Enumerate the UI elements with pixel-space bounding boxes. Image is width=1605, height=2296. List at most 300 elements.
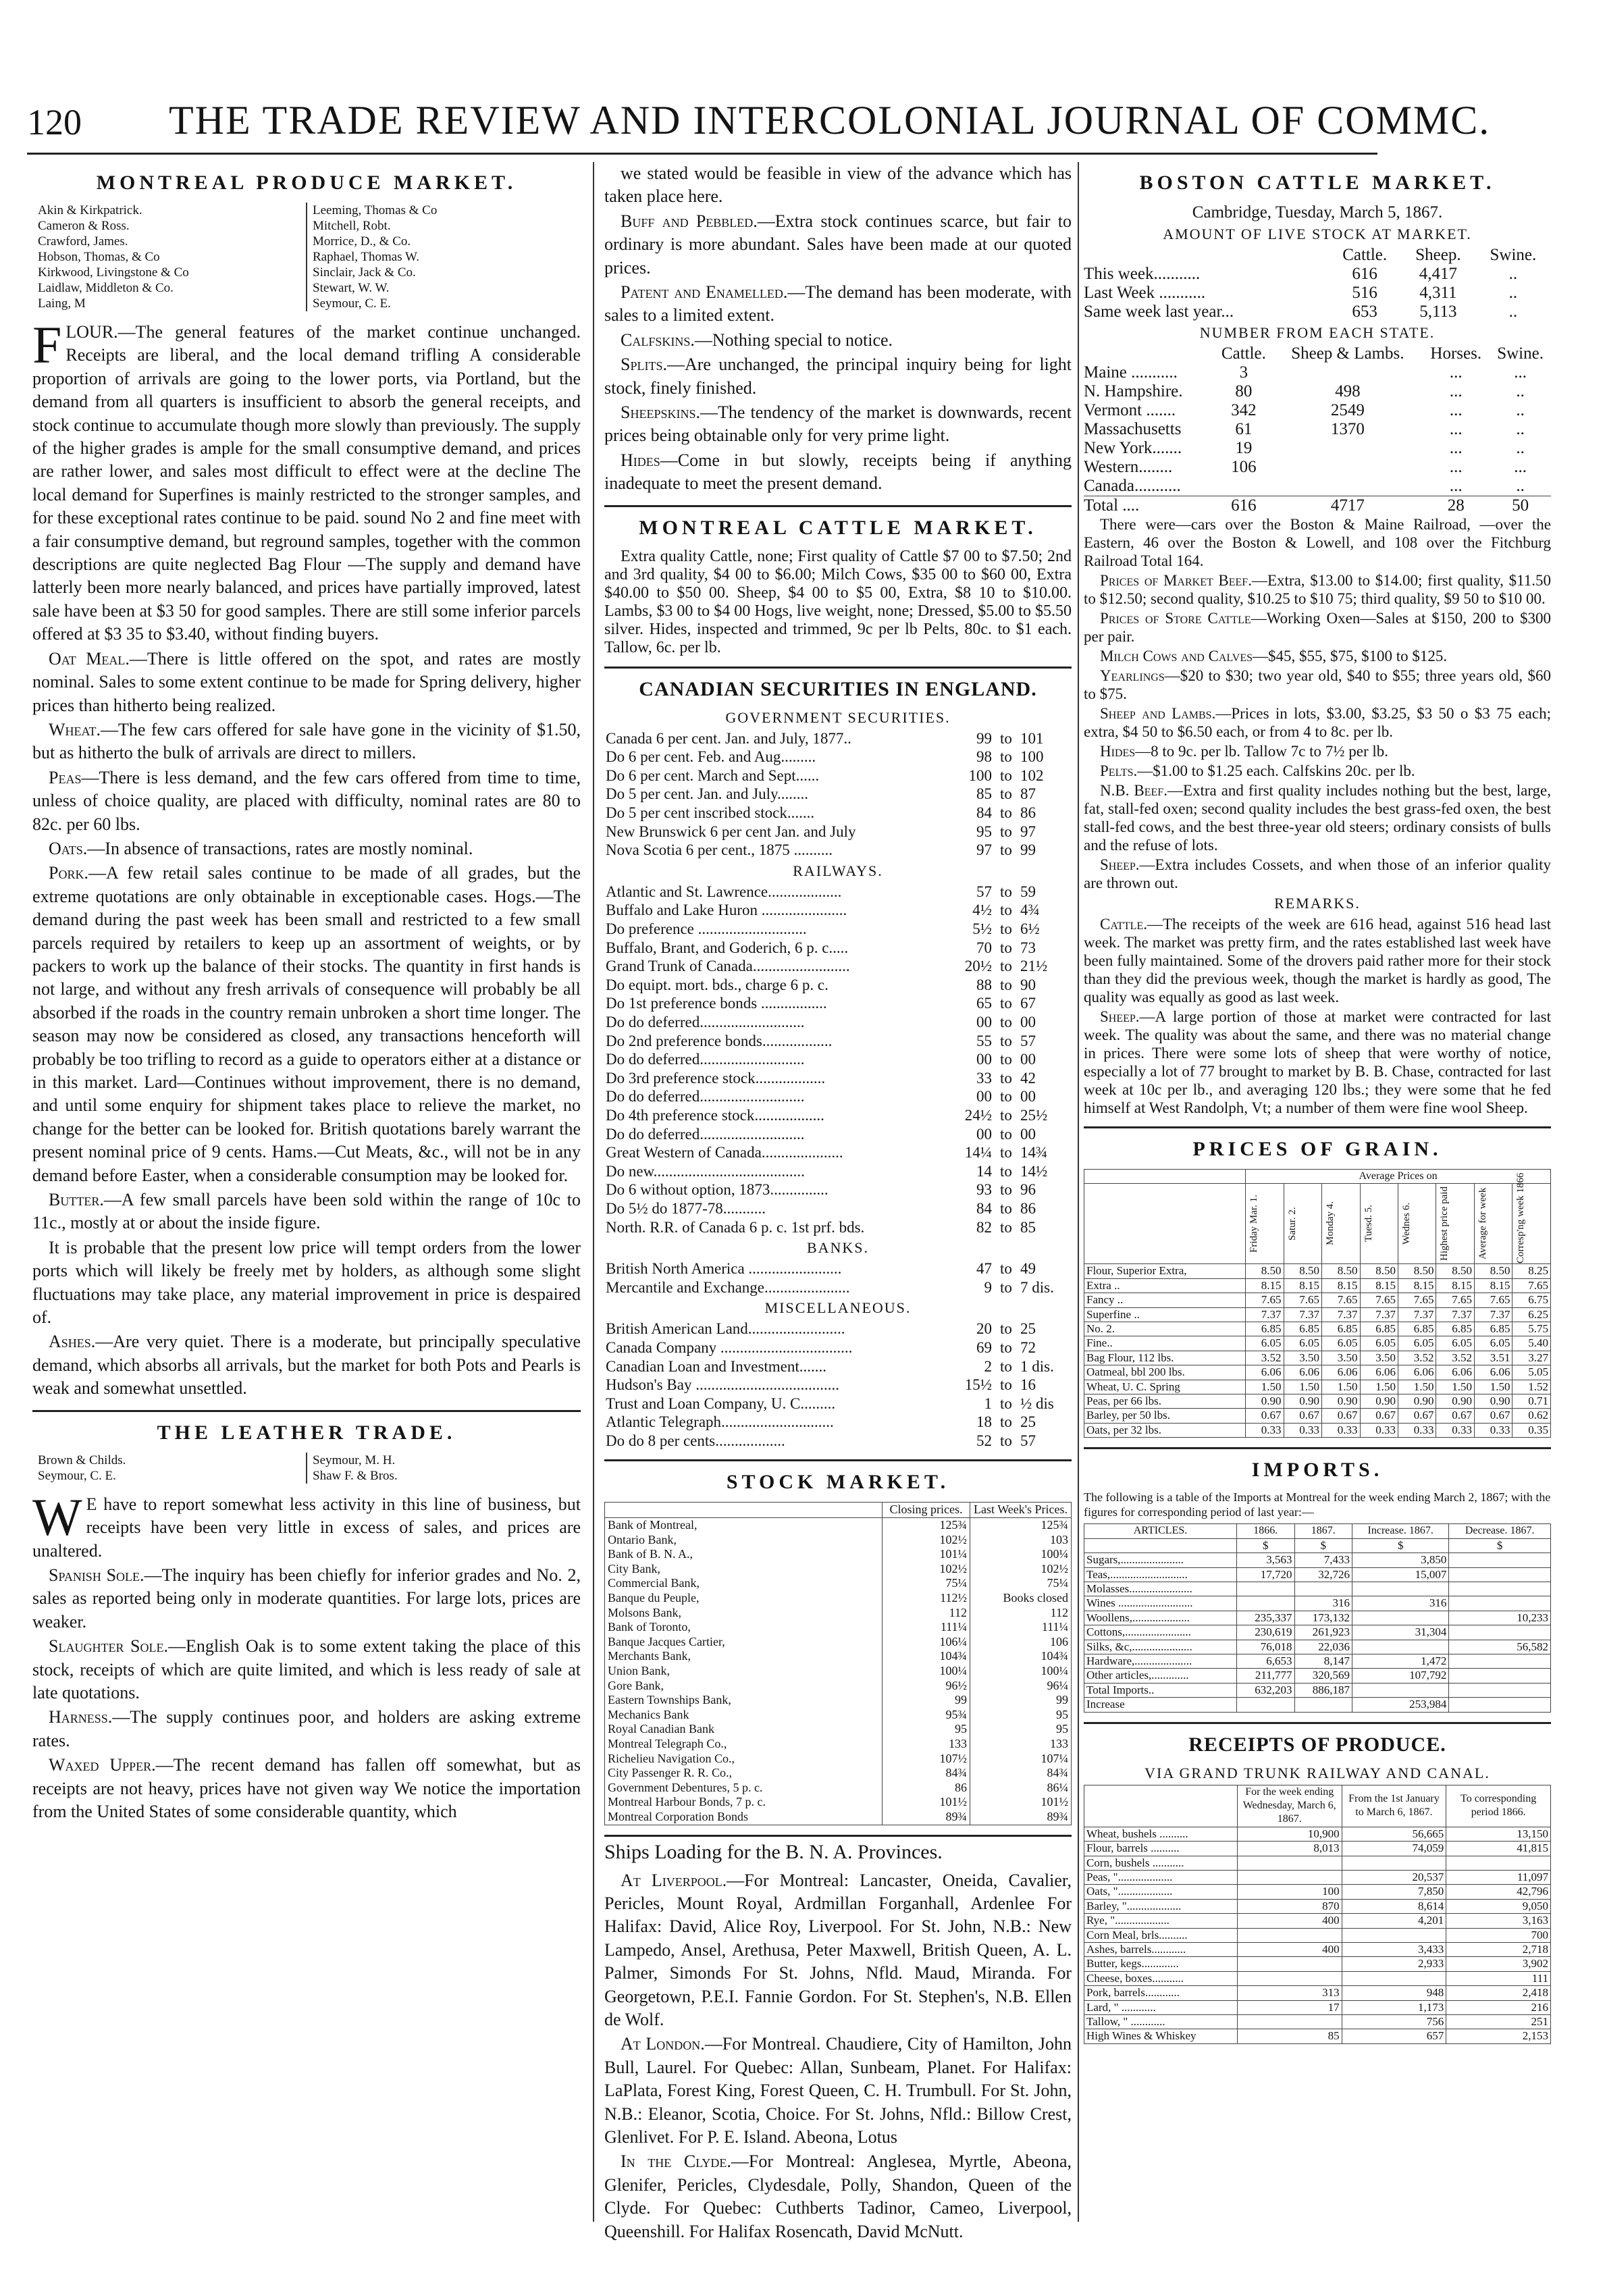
price-high: 6½	[1020, 920, 1040, 938]
price-sep: to	[1000, 766, 1012, 784]
cell-value: 31,304	[1352, 1625, 1449, 1640]
row-label: Lard, " ............	[1084, 2000, 1238, 2014]
paragraph-lead: Sheep.	[1100, 1008, 1140, 1025]
price-sep: to	[1000, 823, 1012, 840]
stock-name: Banque du Peuple,	[608, 1591, 700, 1605]
security-name: North. R.R. of Canada 6 p. c. 1st prf. bds.	[606, 1218, 865, 1236]
cell-value: 1.50	[1398, 1380, 1436, 1394]
cell-value: 6.06	[1246, 1365, 1284, 1380]
broker-name: Seymour, C. E.	[38, 1468, 116, 1483]
security-name: Atlantic Telegraph.............................	[606, 1413, 834, 1431]
stock-table	[605, 1518, 1072, 1825]
cell-value: ...	[1449, 382, 1463, 400]
security-name: Do 5½ do 1877-78...........	[606, 1199, 766, 1217]
paragraph-text: It is probable that the present low price will tempt orders from the lower ports which will likely be freely met by holders, as although some slight fluctuations may take place, any material improvement in price is despaired of.	[32, 1237, 581, 1328]
cell-value: 948	[1342, 1986, 1446, 2000]
price-low: 9	[984, 1278, 992, 1296]
increase-cell: 253,984	[1352, 1698, 1449, 1712]
closing-price: 95	[883, 1722, 970, 1737]
cell-value: 17	[1237, 2000, 1342, 2014]
column-header-text: Highest price paid	[1439, 1186, 1450, 1261]
price-sep: to	[1000, 841, 1012, 859]
row-label: Woollens,....................	[1084, 1611, 1237, 1625]
price-high: 100	[1020, 748, 1044, 766]
cell-value: 8.15	[1474, 1278, 1512, 1293]
column-left	[32, 162, 581, 1825]
column-header-text: Satur. 2.	[1286, 1207, 1298, 1241]
paragraph-lead: Pelts.	[1100, 762, 1138, 779]
price-high: 90	[1020, 976, 1036, 993]
last-week-price: 101½	[970, 1795, 1072, 1810]
price-low: 57	[976, 883, 992, 900]
railways-table	[604, 883, 1072, 1236]
paragraph-text: —Are very quiet. There is a moderate, but principally speculative demand, which absorbs all arrivals, but the market for both Pots and Pearls is weak and somewhat unsettled.	[32, 1332, 581, 1399]
cell-value: 313	[1237, 1986, 1342, 2000]
cell-value	[1237, 2015, 1342, 2029]
cell-value: 1.50	[1436, 1380, 1474, 1394]
column-header: Swine.	[1490, 246, 1537, 264]
cell-value: 3.50	[1322, 1351, 1360, 1365]
last-week-price: 107¼	[970, 1752, 1072, 1767]
row-label: Western........	[1084, 458, 1173, 476]
cell-value: 7.37	[1284, 1307, 1321, 1322]
cell-value: 8.50	[1322, 1264, 1360, 1278]
broker-name: Mitchell, Robt.	[313, 219, 391, 233]
cell-value: ...	[1449, 401, 1463, 419]
paragraph-text: —The receipts of the week are 616 head, against 516 head last week. The market was pretty firm, and the rates established last week have been fully maintained. Some of the drovers paid rather more for their stock than they did the previous week, though the market is hardly as good, The quality was equally as good as last week.	[1084, 916, 1551, 1006]
price-low: 14	[976, 1162, 992, 1180]
paragraph-text: —The few cars offered for sale have gone in the vicinity of $1.50, but as hitherto the bulk of arrivals are direct to millers.	[32, 719, 581, 763]
section-title: STOCK MARKET.	[726, 1471, 950, 1494]
cell-value: 498	[1335, 382, 1361, 400]
column-header	[1284, 1184, 1321, 1264]
paragraph-lead: Patent and Enamelled.	[621, 282, 788, 303]
cell-value	[1294, 1582, 1352, 1596]
cell-value: 0.67	[1322, 1409, 1360, 1423]
paragraph-text: —Prices in lots, $3.00, $3.25, $3 50 o $3 75 each; extra, $4 50 to $6.50 each, or from 4 to 8c. per lb.	[1084, 705, 1551, 740]
price-high: 25½	[1020, 1106, 1048, 1124]
paragraph	[1084, 742, 1551, 760]
row-label: Corn Meal, brls..........	[1084, 1928, 1238, 1942]
table-row	[605, 1679, 1072, 1694]
table-row	[604, 1050, 1072, 1069]
paragraph-lead: Sheep and Lambs.	[1100, 705, 1216, 722]
row-label: Wheat, bushels ..........	[1084, 1827, 1238, 1841]
column-header: Cattle.	[1342, 246, 1388, 264]
cell-value: 6.05	[1360, 1336, 1398, 1351]
cell-value: 0.33	[1284, 1423, 1321, 1437]
paragraph-lead: Sheepskins.	[621, 402, 700, 423]
column-header-text: Corresp'ng week 1866	[1515, 1173, 1527, 1264]
table-row	[604, 1259, 1072, 1278]
table-row	[604, 1143, 1072, 1162]
last-week-price: 102½	[970, 1562, 1072, 1577]
cell-value: 8.50	[1398, 1264, 1436, 1278]
cell-value	[1449, 1625, 1551, 1640]
paragraph-lead: Harness.	[49, 1707, 113, 1727]
paragraph-text: —Extra stock continues scarce, but fair to ordinary is more abundant. Sales have been made at our quoted prices.	[604, 211, 1072, 278]
security-name: Canada 6 per cent. Jan. and July, 1877..	[606, 729, 851, 747]
table-row	[604, 1125, 1072, 1144]
table-row	[604, 1357, 1072, 1376]
table-row	[604, 766, 1072, 785]
paragraph	[604, 401, 1072, 448]
column-header: Swine.	[1497, 344, 1544, 363]
security-name: Do 5 per cent inscribed stock.......	[606, 804, 815, 822]
row-label: Flour, Superior Extra,	[1084, 1264, 1246, 1278]
table-row	[604, 1432, 1072, 1451]
price-sep: to	[1000, 995, 1012, 1012]
broker-list-left	[32, 1453, 307, 1484]
cell-value: ..	[1516, 477, 1525, 495]
currency-symbol: $	[1352, 1538, 1449, 1553]
column-header	[1084, 1184, 1246, 1264]
cell-value: 216	[1446, 2000, 1551, 2014]
security-name: Grand Trunk of Canada.........................	[606, 958, 850, 975]
table-row	[1084, 1596, 1551, 1611]
paragraph	[1084, 1008, 1551, 1117]
last-week-price: 125¾	[970, 1518, 1072, 1533]
security-name: Do 6 per cent. Feb. and Aug.........	[606, 748, 816, 766]
closing-price: 102½	[883, 1533, 970, 1548]
security-name: Do 6 without option, 1873...............	[606, 1181, 828, 1199]
amount-table	[1084, 265, 1551, 321]
row-label: Flour, barrels ..........	[1084, 1842, 1238, 1856]
price-low: 100	[968, 766, 992, 784]
last-week-price: 104¾	[970, 1649, 1072, 1664]
cell-value: 106	[1231, 458, 1257, 476]
total-cell: Total Imports..	[1084, 1683, 1237, 1697]
paragraph-text: —For Montreal. Chaudiere, City of Hamilton, John Bull, Laurel. For Quebec: Allan, Sunbeam, Planet. For Halifax: LaPlata, Forest King, Forest Queen, C. H. Trumbull. For St. John, N.B.: Eleanor, Scotia, Choice. For St. Johns, Nfld.: Billow Crest, Glenlivet. For P. E. Island. Abeona, Lotus	[604, 2034, 1072, 2147]
cell-value: 7.37	[1436, 1307, 1474, 1322]
cell-value: 6.05	[1398, 1336, 1436, 1351]
subhead: NUMBER FROM EACH STATE.	[1199, 324, 1436, 341]
table-row	[604, 1032, 1072, 1051]
table-row	[605, 1606, 1072, 1621]
grain-prices-section	[1084, 1138, 1551, 1438]
price-sep: to	[1000, 804, 1012, 822]
table-row	[604, 957, 1072, 976]
paragraph-text: —Nothing special to notice.	[694, 330, 893, 350]
table-header-row	[1084, 1524, 1551, 1538]
column-header	[1360, 1184, 1398, 1264]
security-name: Do do deferred...........................	[606, 1014, 805, 1030]
price-sep: to	[1000, 1162, 1012, 1180]
paragraph-lead: Prices of Store Cattle	[1100, 610, 1251, 627]
table-row	[605, 1766, 1072, 1781]
table-row	[605, 1649, 1072, 1664]
broker-name: Raphael, Thomas W.	[313, 250, 419, 264]
cell-value: 80	[1235, 382, 1253, 400]
broker-name: Seymour, M. H.	[313, 1453, 396, 1467]
table-row	[604, 1069, 1072, 1088]
cell-value: 85	[1237, 2029, 1342, 2043]
last-week-price: 84¾	[970, 1766, 1072, 1781]
paragraph	[32, 648, 581, 717]
table-header-row	[1084, 344, 1551, 363]
broker-name: Stewart, W. W.	[313, 281, 390, 295]
cell-value: 107,792	[1352, 1669, 1449, 1683]
row-label: High Wines & Whiskey	[1084, 2029, 1238, 2043]
paragraph-lead: Buff and Pebbled.	[621, 211, 758, 231]
total-cell: 616	[1214, 496, 1273, 516]
price-sep: to	[1000, 1357, 1012, 1375]
table-row	[604, 841, 1072, 860]
section-title: Ships Loading for the B. N. A. Provinces.	[604, 1840, 943, 1863]
price-low: 84	[976, 804, 992, 822]
table-row	[605, 1795, 1072, 1810]
cell-value: ...	[1449, 420, 1463, 438]
cell-value: 6.85	[1398, 1322, 1436, 1336]
broker-list-left	[32, 203, 307, 311]
paragraph-text: —8 to 9c. per lb. Tallow 7c to 7½ per lb.	[1135, 743, 1389, 760]
cell-value: 7.37	[1474, 1307, 1512, 1322]
cell-value: 0.90	[1474, 1394, 1512, 1409]
cell-value: 74,059	[1342, 1842, 1446, 1856]
table-row	[604, 901, 1072, 920]
dateline: Cambridge, Tuesday, March 5, 1867.	[1192, 203, 1443, 221]
total-cell	[1352, 1683, 1449, 1697]
broker-list	[32, 203, 581, 311]
price-low: 55	[976, 1032, 992, 1049]
price-low: 15½	[964, 1376, 992, 1394]
cell-value: 9,050	[1446, 1899, 1551, 1913]
cell-value: 8.50	[1436, 1264, 1474, 1278]
cell-value: 3.50	[1360, 1351, 1398, 1365]
price-high: 25	[1020, 1320, 1036, 1338]
broker-name: Crawford, James.	[38, 234, 128, 249]
paragraph	[1084, 647, 1551, 665]
cell-value: 8.50	[1360, 1264, 1398, 1278]
cell-value: 261,923	[1294, 1625, 1352, 1640]
table-caption: The following is a table of the Imports at Montreal for the week ending March 2, 1867; with the figures for corresponding period of last year:—	[1084, 1490, 1551, 1519]
price-low: 93	[976, 1181, 992, 1199]
section-title: PRICES OF GRAIN.	[1192, 1138, 1442, 1160]
table-row	[1084, 2029, 1551, 2043]
section-title: THE LEATHER TRADE.	[157, 1421, 456, 1444]
cell-value: 211,777	[1237, 1669, 1295, 1683]
table-row	[605, 1810, 1072, 1825]
row-label: N. Hampshire.	[1084, 382, 1183, 400]
cell-value: 2,718	[1446, 1943, 1551, 1957]
security-name: Do 2nd preference bonds..................	[606, 1032, 833, 1049]
security-name: Do 6 per cent. March and Sept......	[606, 766, 820, 784]
cattle-market-section	[604, 517, 1072, 657]
cell-value: 3,563	[1237, 1553, 1295, 1567]
ships-loading-section	[604, 1841, 1072, 2244]
section-title: CANADIAN SECURITIES IN ENGLAND.	[639, 677, 1037, 700]
paragraph	[604, 162, 1072, 209]
price-sep: to	[1000, 1320, 1012, 1338]
table-row	[1084, 1899, 1551, 1913]
paragraph-text: —$20 to $30; two year old, $40 to $55; three years old, $60 to $75.	[1084, 667, 1551, 702]
closing-price: 100¼	[883, 1664, 970, 1679]
produce-market-section	[32, 172, 581, 1401]
table-row	[1084, 1582, 1551, 1596]
grain-table	[1084, 1264, 1551, 1438]
last-week-price: 95	[970, 1722, 1072, 1737]
total-row	[1084, 1683, 1551, 1697]
table-row	[604, 1106, 1072, 1125]
cell-value	[1342, 1971, 1446, 1985]
price-high: 87	[1020, 785, 1036, 803]
row-label: Peas, per 66 lbs.	[1084, 1394, 1246, 1409]
stock-name: Bank of Toronto,	[608, 1620, 691, 1634]
table-row	[1084, 1293, 1551, 1307]
security-name: Do do deferred...........................	[606, 1088, 805, 1105]
cell-value: 19	[1235, 439, 1253, 457]
cell-value: 870	[1237, 1899, 1342, 1913]
price-low: 00	[976, 1051, 992, 1068]
cell-value: 6.06	[1284, 1365, 1321, 1380]
closing-price: 95¾	[883, 1708, 970, 1723]
increase-row	[1084, 1698, 1551, 1712]
security-name: Do equipt. mort. bds., charge 6 p. c.	[606, 976, 828, 993]
table-row	[1084, 1394, 1551, 1409]
paragraph-lead: Peas	[49, 767, 82, 787]
price-high: ½ dis	[1020, 1394, 1054, 1412]
price-sep: to	[1000, 1144, 1012, 1162]
increase-cell: Increase	[1084, 1698, 1237, 1712]
paragraph	[604, 281, 1072, 328]
cell-value: 22,036	[1294, 1640, 1352, 1654]
cell-value: 6.85	[1284, 1322, 1321, 1336]
cell-value	[1214, 477, 1273, 496]
row-label: Ashes, barrels............	[1084, 1943, 1238, 1957]
table-row	[1084, 1423, 1551, 1437]
stock-name: Eastern Townships Bank,	[608, 1693, 731, 1707]
cell-value: 56,665	[1342, 1827, 1446, 1841]
table-row	[604, 785, 1072, 804]
paragraph-lead: Oats.	[49, 838, 88, 858]
cell-value: 400	[1237, 1914, 1342, 1928]
closing-price: 102½	[883, 1562, 970, 1577]
security-name: British American Land.........................	[606, 1320, 845, 1338]
table-row	[604, 1087, 1072, 1106]
cell-value	[1342, 1928, 1446, 1942]
cell-value: 0.90	[1322, 1394, 1360, 1409]
price-low: 85	[976, 785, 992, 803]
currency-row	[1084, 1538, 1551, 1553]
cell-value: 6,653	[1237, 1654, 1295, 1668]
cell-value: 5.05	[1512, 1365, 1551, 1380]
cell-value: 0.33	[1322, 1423, 1360, 1437]
broker-name: Morrice, D., & Co.	[313, 234, 411, 249]
column-header	[1512, 1173, 1551, 1264]
column-header: Cattle.	[1221, 344, 1266, 363]
cell-value	[1449, 1582, 1551, 1596]
price-sep: to	[1000, 1278, 1012, 1296]
price-sep: to	[1000, 958, 1012, 975]
cell-value	[1352, 1582, 1449, 1596]
paragraph-text: —A few small parcels have been sold within the range of 10c to 11c., mostly at or about the inside figure.	[32, 1190, 581, 1233]
broker-list	[32, 1453, 581, 1484]
broker-list-right	[307, 1453, 581, 1484]
increase-cell	[1237, 1698, 1295, 1712]
paragraph-lead: Slaughter Sole.	[49, 1636, 168, 1656]
paragraph-lead: Oat Meal.	[49, 648, 130, 669]
cell-value: 251	[1446, 2015, 1551, 2029]
section-title: RECEIPTS OF PRODUCE.	[1188, 1733, 1446, 1756]
table-row	[604, 729, 1072, 748]
cell-value: 7.37	[1398, 1307, 1436, 1322]
currency-symbol: $	[1449, 1538, 1551, 1553]
leather-trade-section	[32, 1421, 581, 1824]
cell-value: 0.67	[1284, 1409, 1321, 1423]
table-row	[1084, 420, 1551, 439]
section-rule	[32, 1410, 581, 1412]
table-row	[1084, 1278, 1551, 1293]
price-low: 18	[976, 1413, 992, 1431]
cell-value	[1237, 1582, 1295, 1596]
cell-value: 0.33	[1246, 1423, 1284, 1437]
paragraph-text: —The recent demand has fallen off somewhat, but as receipts are not heavy, prices have not given way We notice the importation from the United States of some considerable quantity, which	[32, 1755, 581, 1821]
security-name: Canada Company ..................................	[606, 1338, 853, 1356]
cell-value: 3.50	[1284, 1351, 1321, 1365]
paragraph-lead: At London.	[621, 2034, 705, 2054]
paragraph	[604, 449, 1072, 496]
security-name: Buffalo and Lake Huron ......................	[606, 902, 847, 919]
cell-value: ..	[1516, 439, 1525, 457]
cell-value: 516	[1352, 284, 1377, 302]
paragraph	[1084, 704, 1551, 741]
cell-value: 0.67	[1474, 1409, 1512, 1423]
table-row	[605, 1664, 1072, 1679]
section-title: IMPORTS.	[1251, 1459, 1384, 1482]
cell-value: 0.33	[1474, 1423, 1512, 1437]
broker-name: Shaw F. & Bros.	[313, 1468, 398, 1483]
table-row	[1084, 1264, 1551, 1278]
cell-value: ..	[1508, 284, 1518, 302]
receipts-section	[1084, 1733, 1551, 2044]
paragraph-text: —The inquiry has been chiefly for inferior grades and No. 2, sales as reported being only in moderate quantities. For large lots, prices are weaker.	[32, 1565, 581, 1632]
cell-value	[1273, 477, 1422, 496]
paragraph-lead: Sheep.	[1100, 856, 1140, 873]
security-name: Canadian Loan and Investment.......	[606, 1357, 827, 1375]
cell-value: 3.51	[1474, 1351, 1512, 1365]
cell-value: 5,113	[1419, 303, 1457, 321]
price-high: 59	[1020, 883, 1036, 900]
cattle-text: Extra quality Cattle, none; First quality of Cattle $7 00 to $7.50; 2nd and 3rd quality, $4 00 to $6.00; Milch Cows, $35 00 to $60 00, Extra $40.00 to $50 00. Sheep, $4 00 to $5 00, Extra, $8 10 to $10.00. Lambs, $3 00 to $4 00 Hogs, live weight, none; Dressed, $5.00 to $5.50 silver. Hides, inspected and trimmed, 9c per lb Pelts, 80c. to $1 each. Tallow, 6c. per lb.	[604, 547, 1072, 656]
cell-value: 316	[1352, 1596, 1449, 1611]
table-header-row	[1084, 246, 1551, 265]
boston-cattle-section	[1084, 172, 1551, 1117]
table-row	[605, 1547, 1072, 1562]
closing-price: 107½	[883, 1752, 970, 1767]
row-label: Barley, per 50 lbs.	[1084, 1409, 1246, 1423]
cell-value: 657	[1342, 2029, 1446, 2043]
table-row	[1084, 2015, 1551, 2029]
security-name: Do 4th preference stock..................	[606, 1106, 824, 1124]
row-label: Silks, &c,.....................	[1084, 1640, 1237, 1654]
cell-value: 7.37	[1322, 1307, 1360, 1322]
cell-value: 6.05	[1474, 1336, 1512, 1351]
stock-name: Gore Bank,	[608, 1678, 664, 1692]
paragraph	[604, 210, 1072, 280]
cell-value	[1449, 1654, 1551, 1668]
closing-price: 86	[883, 1781, 970, 1796]
table-row	[604, 1162, 1072, 1181]
column-header-text: Wednes 6.	[1401, 1203, 1412, 1245]
cell-value: 17,720	[1237, 1567, 1295, 1582]
security-name: Nova Scotia 6 per cent., 1875 ..........	[606, 841, 833, 859]
price-high: 97	[1020, 823, 1036, 840]
row-label: Cheese, boxes...........	[1084, 1971, 1238, 1985]
price-sep: to	[1000, 1432, 1012, 1449]
price-sep: to	[1000, 976, 1012, 993]
column-header: 1866.	[1237, 1524, 1295, 1538]
last-week-price: 111¼	[970, 1620, 1072, 1635]
